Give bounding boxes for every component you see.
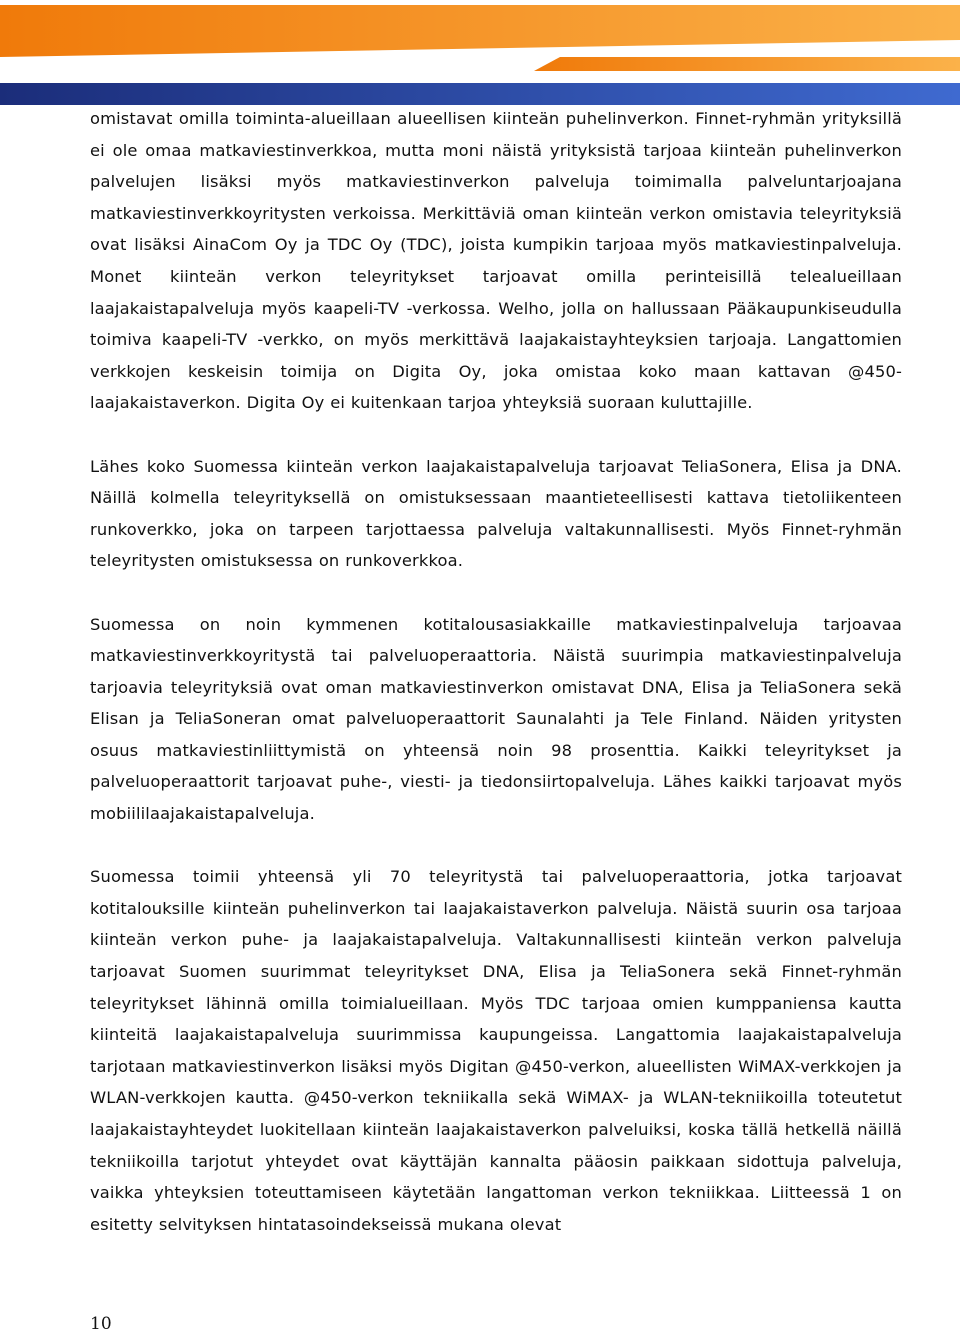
header-orange-accent [534, 57, 960, 71]
header-blue-band [0, 83, 960, 105]
header-banner [0, 0, 960, 108]
body-text [90, 103, 902, 1240]
paragraph-1: omistavat omilla toiminta-alueillaan alueellisen kiinteän puhelinverkon. Finnet-ryhmän yrityksillä ei ole omaa matkaviestinverkkoa, mutta moni näistä yrityksistä tarjoaa kiinteän puhelinverkon palvelujen lisäksi myös matkaviestinverkon palveluja toimimalla palveluntarjoajana matkaviestinverkkoyritysten verkoissa. Merkittäviä oman kiinteän verkon omistavia teleyrityksiä ovat lisäksi AinaCom Oy ja TDC Oy (TDC), joista kumpikin tarjoaa myös matkaviestinpalveluja. Monet kiinteän verkon teleyritykset tarjoavat omilla perinteisillä telealueillaan laajakaistapalveluja myös kaapeli-TV -verkossa. Welho, jolla on hallussaan Pääkaupunkiseudulla toimiva kaapeli-TV -verkko, on myös merkittävä laajakaistayhteyksien tarjoaja. Langattomien verkkojen keskeisin toimija on Digita Oy, joka omistaa koko maan kattavan @450-laajakaistaverkon. Digita Oy ei kuitenkaan tarjoa yhteyksiä suoraan kuluttajille. [90, 109, 902, 413]
paragraph-2: Lähes koko Suomessa kiinteän verkon laajakaistapalveluja tarjoavat TeliaSonera, Elisa ja DNA. Näillä kolmella teleyrityksellä on omistuksessaan maantieteellisesti kattava tietoliikenteen runkoverkko, joka on tarpeen tarjottaessa palveluja valtakunnallisesti. Myös Finnet-ryhmän teleyritysten omistuksessa on runkoverkkoa. [90, 456, 902, 571]
paragraph-4: Suomessa toimii yhteensä yli 70 teleyritystä tai palveluoperaattoria, jotka tarjoavat kotitalouksille kiinteän puhelinverkon tai laajakaistaverkon palveluja. Näistä suurin osa tarjoaa kiinteän verkon puhe- ja laajakaistapalveluja. Valtakunnallisesti kiinteän verkon palveluja tarjoavat Suomen suurimmat teleyritykset DNA, Elisa ja TeliaSonera sekä Finnet-ryhmän teleyritykset lähinnä omilla toimialueillaan. Myös TDC tarjoaa omien kumppaniensa kautta kiinteitä laajakaistapalveluja suurimmissa kaupungeissa. Langattomia laajakaistapalveluja tarjotaan matkaviestinverkon lisäksi myös Digitan @450-verkon, alueellisten WiMAX-verkkojen ja WLAN-verkkojen kautta. @450-verkon tekniikalla sekä WiMAX- ja WLAN-tekniikoilla toteutetut laajakaistayhteydet luokitellaan kiinteän laajakaistaverkon palveluiksi, koska tällä hetkellä näillä tekniikoilla tarjotut yhteydet ovat käyttäjän kannalta pääosin paikkaan sidottuja palveluja, vaikka yhteyksien toteuttamiseen käytetään langattoman verkon tekniikkaa. Liitteessä 1 on esitetty selvityksen hintatasoindekseissä mukana olevat [90, 867, 902, 1234]
page-number: 10 [90, 1314, 112, 1334]
paragraph-3: Suomessa on noin kymmenen kotitalousasiakkaille matkaviestinpalveluja tarjoavaa matkaviestinverkkoyritystä tai palveluoperaattoria. Näistä suurimpia matkaviestinpalveluja tarjoavia teleyrityksiä ovat oman matkaviestinverkon omistavat DNA, Elisa ja TeliaSonera sekä Elisan ja TeliaSoneran omat palveluoperaattorit Saunalahti ja Tele Finland. Näiden yritysten osuus matkaviestinliittymistä on yhteensä noin 98 prosenttia. Kaikki teleyritykset ja palveluoperaattorit tarjoavat puhe-, viesti- ja tiedonsiirtopalveluja. Lähes kaikki tarjoavat myös mobiililaajakaistapalveluja. [90, 614, 902, 824]
